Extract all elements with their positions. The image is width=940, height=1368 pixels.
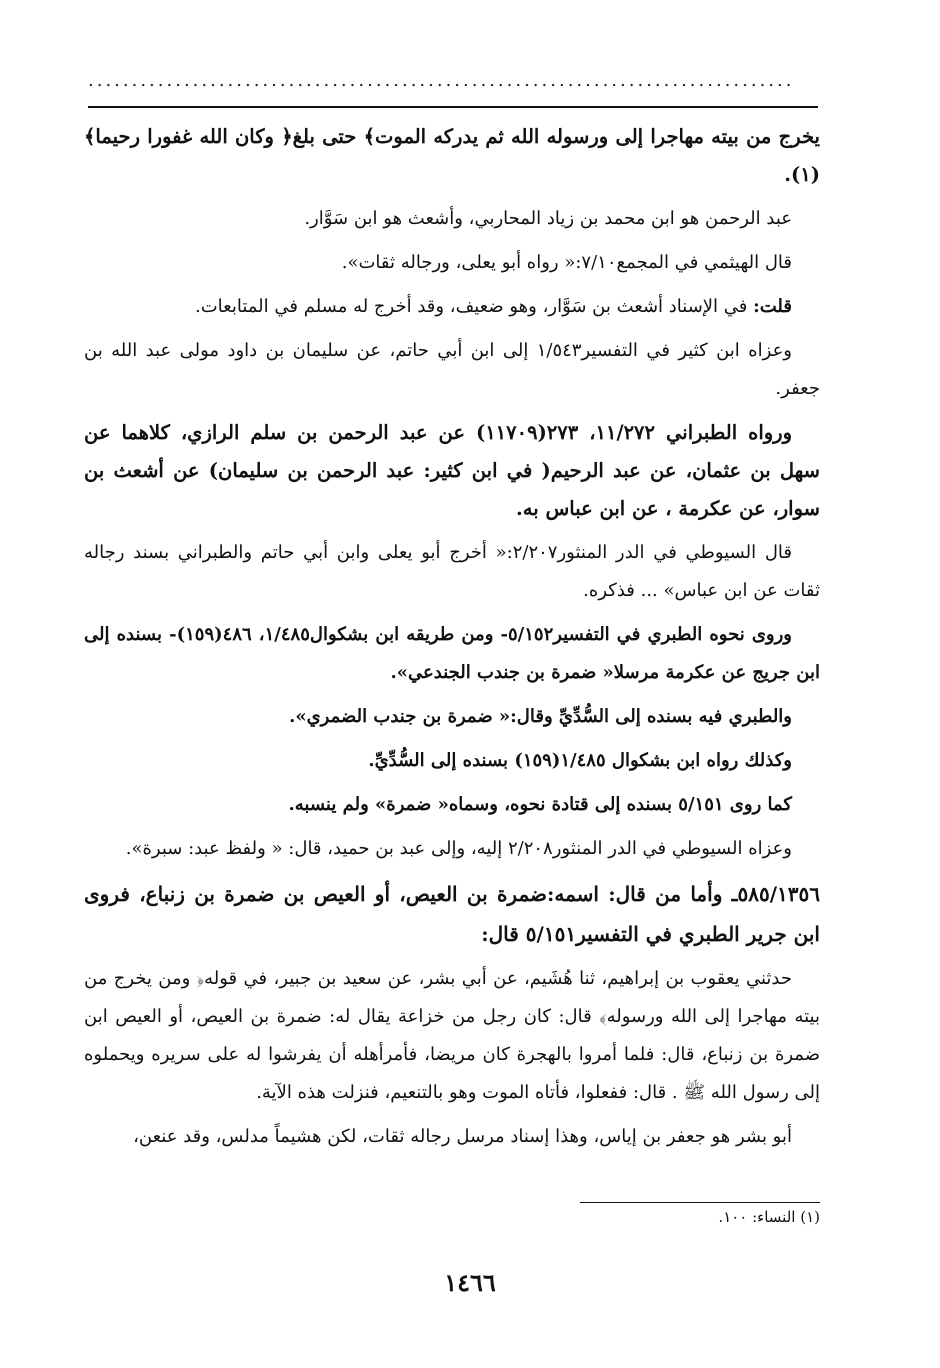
paragraph-15: أبو بشر هو جعفر بن إياس، وهذا إسناد مرسل رجاله ثقات، لكن هشيماً مدلس، وقد عنعن، [133, 1126, 792, 1147]
qatada-text: كما روى ٥/١٥١ بسنده إلى قتادة نحوه، وسماه« ضمرة» ولم ينسبه. [288, 794, 792, 815]
paragraph-10 [84, 742, 820, 780]
header-dots: ................................................................................. [88, 70, 795, 91]
paragraph-7: قال السيوطي في الدر المنثور٢/٢٠٧:« أخرج أبو يعلى وابن أبي حاتم والطبراني بسند رجاله ثقات عن ابن عباس» ... فذكره. [84, 542, 820, 601]
paragraph-9 [84, 698, 820, 736]
footnote-rule [580, 1202, 820, 1203]
qultu-text: في الإسناد أشعث بن سَوَّار، وهو ضعيف، وقد أخرج له مسلم في المتابعات. [195, 296, 754, 317]
paragraph-14: حدثني يعقوب بن إبراهيم، ثنا هُشَيم، عن أبي بشر، عن سعيد بن جبير، في قوله﴿ ومن يخرج من بيته مهاجرا إلى الله ورسوله﴾ قال: كان رجل من خزاعة يقال له: ضمرة بن العيص، أو العيص ابن ضمرة بن زنباع، قال: فلما أمروا بالهجرة كان مريضا، فأمرأهله أن يفرشوا له على سريره ويحملوه إلى رسول الله ﷺ . قال: ففعلوا، فأتاه الموت وهو بالتنعيم، فنزلت هذه الآية. [84, 968, 820, 1103]
paragraph-1 [84, 118, 820, 194]
page-number: ١٤٦٦ [444, 1268, 496, 1297]
paragraph-4 [84, 288, 820, 326]
tabari-text: وروى نحوه الطبري في التفسير٥/١٥٢- ومن طريقه ابن بشكوال١/٤٨٥، ٤٨٦(١٥٩)- بسنده إلى ابن جريج عن عكرمة مرسلا« ضمرة بن جندب الجندعي». [84, 624, 820, 683]
qultu-label: قلت: [753, 296, 792, 317]
paragraph-8 [84, 616, 820, 692]
tabari-suddi-text: والطبري فيه بسنده إلى السُّدِّيِّ وقال:« ضمرة بن جندب الضمري». [289, 706, 792, 727]
header-rule [88, 106, 818, 108]
entry-heading: ٥٨٥/١٣٥٦ـ وأما من قال: اسمه:ضمرة بن العيص، أو العيص بن ضمرة بن زنباع، فروى ابن جرير الطبري في التفسير٥/١٥١ قال: [84, 882, 820, 946]
paragraph-2: عبد الرحمن هو ابن محمد بن زياد المحاربي، وأشعث هو ابن سَوَّار. [304, 208, 792, 229]
paragraph-12: وعزاه السيوطي في الدر المنثور٢/٢٠٨ إليه، وإلى عبد بن حميد، قال: « ولفظ عبد: سبرة». [125, 838, 792, 859]
paragraph-3: قال الهيثمي في المجمع٧/١٠:« رواه أبو يعلى، ورجاله ثقات». [341, 252, 792, 273]
main-text [84, 118, 820, 1162]
paragraph-5: وعزاه ابن كثير في التفسير١/٥٤٣ إلى ابن أبي حاتم، عن سليمان بن داود مولى عبد الله بن جعفر. [84, 340, 820, 399]
bashkuwal-text: وكذلك رواه ابن بشكوال ١/٤٨٥(١٥٩) بسنده إلى السُّدِّيِّ. [368, 750, 792, 771]
footnote: (١) النساء: ١٠٠. [718, 1208, 820, 1226]
paragraph-11 [84, 786, 820, 824]
paragraph-6 [84, 414, 820, 528]
quran-verse-text: يخرج من بيته مهاجرا إلى ورسوله الله ثم يدركه الموت﴾ حتى بلغ﴿ وكان الله غفورا رحيما﴾(١). [84, 125, 820, 186]
tabarani-text: ورواه الطبراني ١١/٢٧٢، ٢٧٣(١١٧٠٩) عن عبد الرحمن بن سلم الرازي، كلاهما عن سهل بن عثمان، عن عبد الرحيم( في ابن كثير: عبد الرحمن بن سليمان) عن أشعث بن سوار، عن عكرمة ، عن ابن عباس به. [84, 421, 820, 520]
